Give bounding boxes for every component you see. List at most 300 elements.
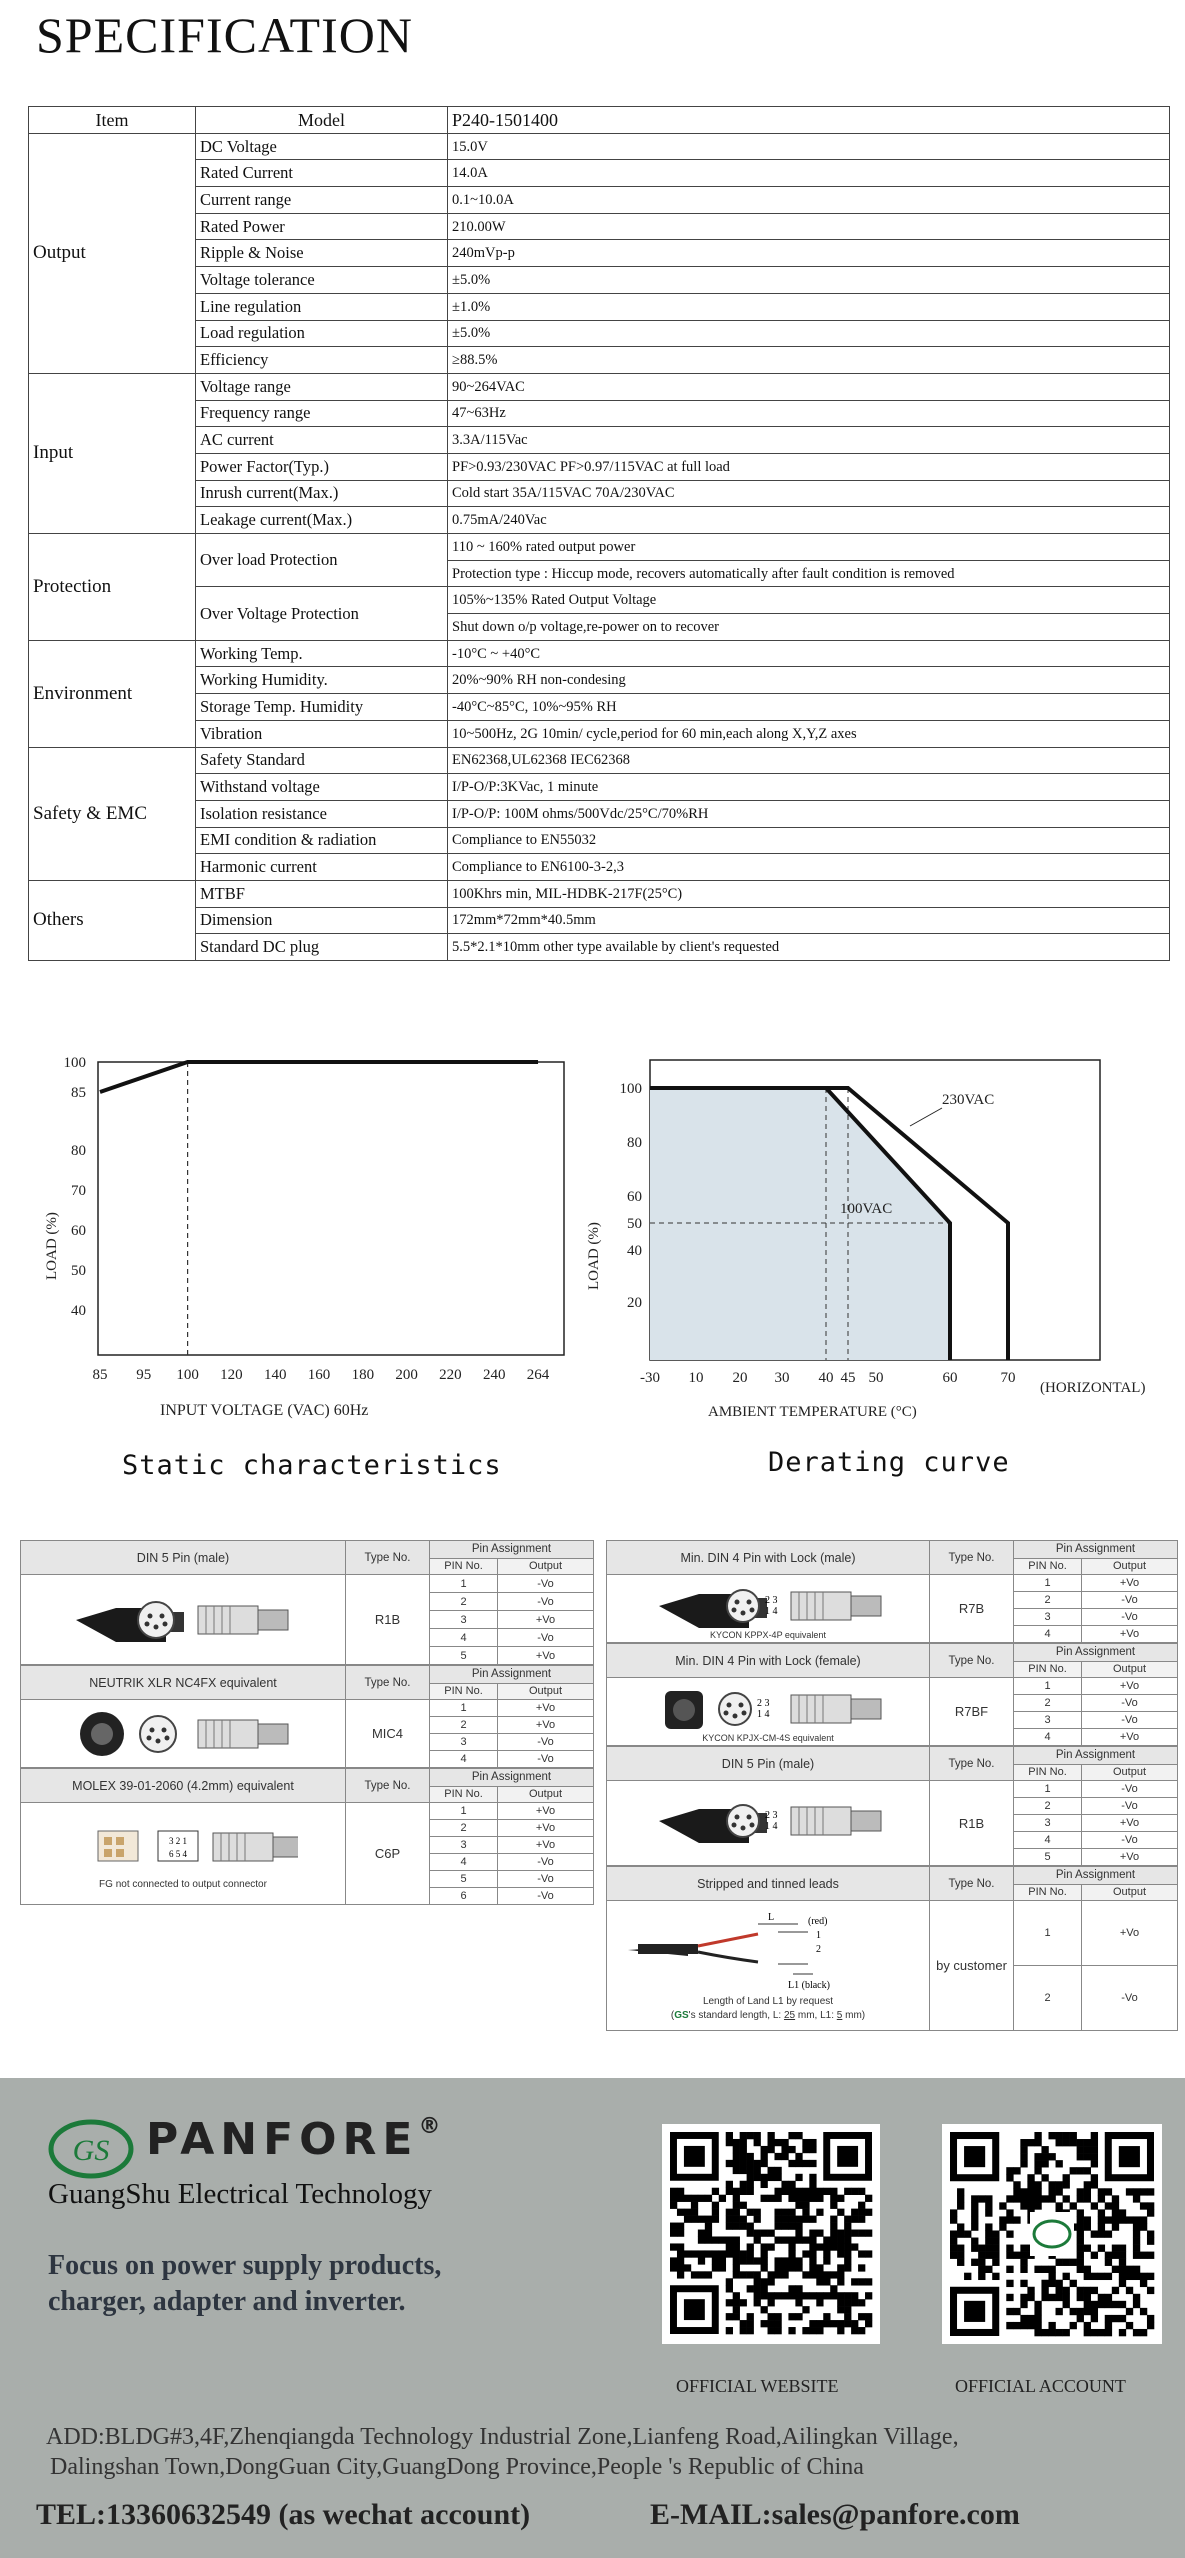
spec-row <box>29 320 1170 347</box>
y-tick-label: 40 <box>71 1303 86 1319</box>
pin-output: -Vo <box>1082 1781 1178 1798</box>
x-tick-label: 10 <box>688 1370 704 1386</box>
pin-number: 5 <box>1014 1849 1082 1866</box>
y-tick-label: 60 <box>627 1189 642 1205</box>
pin-output: +Vo <box>1082 1575 1178 1592</box>
derating-curve-chart <box>570 1050 1170 1450</box>
tagline-line-2: charger, adapter and inverter. <box>48 2286 406 2317</box>
spec-value: 10~500Hz, 2G 10min/ cycle,period for 60 min,each along X,Y,Z axes <box>448 720 1170 747</box>
svg-text:2 3: 2 3 <box>757 1697 770 1709</box>
spec-label: Standard DC plug <box>196 934 448 961</box>
spec-value: 210.00W <box>448 213 1170 240</box>
connector-image <box>607 1901 930 2031</box>
spec-label: Power Factor(Typ.) <box>196 453 448 480</box>
spec-label: EMI condition & radiation <box>196 827 448 854</box>
pin-no-header: PIN No. <box>430 1786 498 1803</box>
connector-side-icon <box>213 1833 298 1861</box>
pin-number: 3 <box>430 1837 498 1854</box>
leader-line <box>910 1108 942 1126</box>
pin-output: +Vo <box>498 1647 594 1665</box>
pin-output: -Vo <box>1082 1695 1178 1712</box>
x-tick-label: 140 <box>263 1367 287 1383</box>
spec-value: 47~63Hz <box>448 400 1170 427</box>
pin-number: 3 <box>430 1734 498 1751</box>
static-characteristics-chart <box>30 1050 570 1450</box>
spec-label: DC Voltage <box>196 133 448 160</box>
qr-website-label: OFFICIAL WEBSITE <box>676 2376 839 2396</box>
pin-layout-icon <box>158 1831 198 1861</box>
spec-label: Load regulation <box>196 320 448 347</box>
x-tick-label: 45 <box>840 1370 856 1386</box>
spec-value: 0.75mA/240Vac <box>448 507 1170 534</box>
connector-face-icon <box>138 1602 174 1638</box>
connector-image <box>21 1803 346 1905</box>
spec-label: Over Voltage Protection <box>196 587 448 640</box>
svg-text:6 5 4: 6 5 4 <box>169 1849 187 1859</box>
spec-row <box>29 880 1170 907</box>
pin-output: +Vo <box>498 1837 594 1854</box>
pin-assignment-header: Pin Assignment <box>1014 1644 1178 1662</box>
specification-table <box>28 106 1170 961</box>
pin-no-header: PIN No. <box>1014 1764 1082 1781</box>
spec-value: 14.0A <box>448 160 1170 187</box>
connector-block <box>606 1866 1178 2031</box>
y-tick-label: 80 <box>71 1143 86 1159</box>
connector-name: MOLEX 39-01-2060 (4.2mm) equivalent <box>21 1769 346 1803</box>
connector-face-icon <box>140 1716 176 1752</box>
x-tick-label: 120 <box>220 1367 243 1383</box>
pin-number: 3 <box>430 1611 498 1629</box>
pin-number: 5 <box>430 1647 498 1665</box>
y-tick-label: 80 <box>627 1135 642 1151</box>
connector-type: R1B <box>930 1781 1014 1866</box>
spec-label: MTBF <box>196 880 448 907</box>
pin-output: -Vo <box>498 1575 594 1593</box>
spec-group-name: Output <box>29 133 196 373</box>
spec-label: Rated Current <box>196 160 448 187</box>
spec-row <box>29 213 1170 240</box>
spec-row <box>29 267 1170 294</box>
spec-row <box>29 347 1170 374</box>
spec-group-name: Environment <box>29 640 196 747</box>
svg-text:3 2 1: 3 2 1 <box>169 1836 187 1846</box>
brand-name: PANFORE® <box>146 2114 441 2165</box>
pin-output: -Vo <box>498 1593 594 1611</box>
svg-text:1 4: 1 4 <box>765 1821 778 1832</box>
spec-row <box>29 694 1170 721</box>
x-tick-label: 95 <box>136 1367 152 1383</box>
spec-label: Vibration <box>196 720 448 747</box>
static-characteristics-caption: Static characteristics <box>122 1450 502 1481</box>
pin-number: 6 <box>430 1888 498 1905</box>
x-axis-label: INPUT VOLTAGE (VAC) 60Hz <box>160 1402 369 1419</box>
pin-output: -Vo <box>1082 1592 1178 1609</box>
website-qr-code <box>662 2124 880 2344</box>
spec-header-row <box>29 107 1170 134</box>
y-tick-label: 85 <box>71 1085 86 1101</box>
spec-label: Working Temp. <box>196 640 448 667</box>
pin-output: +Vo <box>498 1820 594 1837</box>
pin-output: -Vo <box>498 1751 594 1768</box>
footer-banner <box>0 2078 1185 2558</box>
pin-no-header: PIN No. <box>430 1683 498 1700</box>
spec-row <box>29 293 1170 320</box>
connector-face-icon <box>719 1693 751 1725</box>
svg-text:L1 (black): L1 (black) <box>788 1980 830 1991</box>
connector-note: KYCON KPJX-CM-4S equivalent <box>702 1732 834 1743</box>
x-tick-label: 60 <box>942 1370 958 1386</box>
output-header: Output <box>1082 1764 1178 1781</box>
spec-label: Isolation resistance <box>196 800 448 827</box>
connector-face-icon <box>727 1590 759 1622</box>
pin-output: -Vo <box>1082 1966 1178 2031</box>
output-header: Output <box>498 1558 594 1575</box>
type-no-header: Type No. <box>346 1666 430 1700</box>
pin-number: 3 <box>1014 1609 1082 1626</box>
telephone: TEL:13360632549 (as wechat account) <box>36 2498 531 2531</box>
x-tick-label: 70 <box>1000 1370 1016 1386</box>
svg-text:L: L <box>768 1912 775 1923</box>
type-no-header: Type No. <box>930 1644 1014 1678</box>
spec-row <box>29 747 1170 774</box>
x-tick-label: 160 <box>307 1367 331 1383</box>
spec-row <box>29 427 1170 454</box>
pin-output: +Vo <box>1082 1626 1178 1643</box>
pin-number: 4 <box>430 1751 498 1768</box>
connector-note: Length of Land L1 by request <box>702 1996 834 2007</box>
qr-logo-background <box>1030 2212 1074 2256</box>
pin-number: 2 <box>430 1820 498 1837</box>
spec-value: 15.0V <box>448 133 1170 160</box>
pin-number: 2 <box>430 1717 498 1734</box>
type-no-header: Type No. <box>930 1747 1014 1781</box>
spec-value: I/P-O/P: 100M ohms/500Vdc/25°C/70%RH <box>448 800 1170 827</box>
x-tick-label: 100 <box>176 1367 199 1383</box>
spec-value: -40°C~85°C, 10%~95% RH <box>448 694 1170 721</box>
spec-value: -10°C ~ +40°C <box>448 640 1170 667</box>
pin-output: -Vo <box>498 1854 594 1871</box>
spec-label: AC current <box>196 427 448 454</box>
pin-no-header: PIN No. <box>1014 1558 1082 1575</box>
pin-assignment-header: Pin Assignment <box>1014 1867 1178 1885</box>
connector-block <box>20 1768 594 1905</box>
spec-row <box>29 907 1170 934</box>
pin-number: 1 <box>1014 1575 1082 1592</box>
y-tick-label: 100 <box>619 1081 642 1097</box>
pin-number: 2 <box>1014 1592 1082 1609</box>
spec-label: Line regulation <box>196 293 448 320</box>
gs-logo-icon <box>48 2118 134 2180</box>
svg-text:GS: GS <box>72 2134 110 2167</box>
connector-block <box>606 1746 1178 1866</box>
spec-value: 105%~135% Rated Output Voltage <box>448 587 1170 614</box>
pin-no-header: PIN No. <box>430 1558 498 1575</box>
spec-label: Voltage tolerance <box>196 267 448 294</box>
pin-number: 2 <box>1014 1695 1082 1712</box>
spec-group-name: Others <box>29 880 196 960</box>
spec-label: Working Humidity. <box>196 667 448 694</box>
pin-output: +Vo <box>1082 1815 1178 1832</box>
address-line-1: ADD:BLDG#3,4F,Zhenqiangda Technology Industrial Zone,Lianfeng Road,Ailingkan Village, <box>46 2424 959 2450</box>
x-axis-label: AMBIENT TEMPERATURE (°C) <box>708 1404 917 1420</box>
connector-block <box>606 1643 1178 1746</box>
spec-label: Harmonic current <box>196 854 448 881</box>
connector-block <box>20 1540 594 1665</box>
connector-block <box>606 1540 1178 1643</box>
connector-side-icon <box>791 1592 881 1620</box>
pin-output: +Vo <box>498 1611 594 1629</box>
spec-value: 90~264VAC <box>448 373 1170 400</box>
spec-value: ≥88.5% <box>448 347 1170 374</box>
svg-text:(red): (red) <box>808 1916 828 1927</box>
connector-image <box>607 1678 930 1746</box>
x-tick-label: 85 <box>92 1367 108 1383</box>
socket-icon <box>665 1691 703 1729</box>
pin-number: 4 <box>430 1854 498 1871</box>
connector-image <box>607 1781 930 1866</box>
spec-row <box>29 133 1170 160</box>
connector-block <box>20 1665 594 1768</box>
pin-number: 1 <box>430 1700 498 1717</box>
pin-output: -Vo <box>498 1734 594 1751</box>
pin-output: -Vo <box>498 1871 594 1888</box>
spec-header-value: P240-1501400 <box>448 107 1170 134</box>
spec-label: Rated Power <box>196 213 448 240</box>
spec-row <box>29 667 1170 694</box>
connector-note: FG not connected to output connector <box>99 1879 267 1890</box>
derating-curve-caption: Derating curve <box>768 1447 1010 1478</box>
connector-name: DIN 5 Pin (male) <box>21 1541 346 1575</box>
account-qr-code <box>942 2124 1162 2344</box>
connector-name: DIN 5 Pin (male) <box>607 1747 930 1781</box>
pin-output: -Vo <box>1082 1712 1178 1729</box>
x-tick-label: 20 <box>732 1370 748 1386</box>
qr-account-label: OFFICIAL ACCOUNT <box>955 2376 1126 2396</box>
spec-value: 172mm*72mm*40.5mm <box>448 907 1170 934</box>
connector-type: C6P <box>346 1803 430 1905</box>
pin-output: +Vo <box>1082 1729 1178 1746</box>
x-tick-label: 264 <box>526 1367 550 1383</box>
spec-value: Cold start 35A/115VAC 70A/230VAC <box>448 480 1170 507</box>
spec-value: 110 ~ 160% rated output power <box>448 534 1170 561</box>
pin-number: 4 <box>1014 1626 1082 1643</box>
spec-value: I/P-O/P:3KVac, 1 minute <box>448 774 1170 801</box>
spec-label: Safety Standard <box>196 747 448 774</box>
pin-number: 1 <box>430 1803 498 1820</box>
spec-value: Compliance to EN6100-3-2,3 <box>448 854 1170 881</box>
load-line <box>100 1062 538 1092</box>
pin-output: +Vo <box>498 1717 594 1734</box>
spec-row <box>29 774 1170 801</box>
spec-value: PF>0.93/230VAC PF>0.97/115VAC at full load <box>448 453 1170 480</box>
connector-name: Min. DIN 4 Pin with Lock (female) <box>607 1644 930 1678</box>
y-tick-label: 50 <box>71 1263 86 1279</box>
pin-output: +Vo <box>498 1700 594 1717</box>
connector-name: Stripped and tinned leads <box>607 1867 930 1901</box>
pin-assignment-header: Pin Assignment <box>1014 1747 1178 1765</box>
spec-row <box>29 187 1170 214</box>
xlr-icon <box>80 1712 124 1756</box>
spec-value: 100Khrs min, MIL-HDBK-217F(25°C) <box>448 880 1170 907</box>
pin-output: -Vo <box>1082 1832 1178 1849</box>
svg-text:2 3: 2 3 <box>765 1594 778 1606</box>
spec-row <box>29 453 1170 480</box>
spec-row <box>29 160 1170 187</box>
spec-value: 20%~90% RH non-condesing <box>448 667 1170 694</box>
spec-group-name: Protection <box>29 534 196 641</box>
pin-no-header: PIN No. <box>1014 1884 1082 1901</box>
pin-output: +Vo <box>1082 1678 1178 1695</box>
spec-label: Leakage current(Max.) <box>196 507 448 534</box>
connector-type: MIC4 <box>346 1700 430 1768</box>
connector-type: R7B <box>930 1575 1014 1643</box>
pin-output: -Vo <box>498 1888 594 1905</box>
series-100vac-label: 100VAC <box>840 1201 893 1217</box>
x-tick-label: 240 <box>482 1367 506 1383</box>
spec-value: Protection type : Hiccup mode, recovers automatically after fault condition is removed <box>448 560 1170 587</box>
type-no-header: Type No. <box>346 1769 430 1803</box>
spec-header-model: Model <box>196 107 448 134</box>
spec-row <box>29 720 1170 747</box>
pin-number: 2 <box>430 1593 498 1611</box>
connector-side-icon <box>198 1606 288 1634</box>
connector-type: R1B <box>346 1575 430 1665</box>
email: E-MAIL:sales@panfore.com <box>650 2498 1020 2531</box>
spec-row <box>29 480 1170 507</box>
y-axis-label: LOAD (%) <box>44 1212 60 1280</box>
pin-output: +Vo <box>1082 1901 1178 1966</box>
spec-value: ±5.0% <box>448 267 1170 294</box>
plot-frame <box>98 1062 564 1355</box>
connector-image <box>21 1575 346 1665</box>
connector-side-icon <box>791 1695 881 1723</box>
spec-row <box>29 854 1170 881</box>
pin-output: +Vo <box>1082 1849 1178 1866</box>
y-tick-label: 60 <box>71 1223 86 1239</box>
x-tick-label: 180 <box>351 1367 375 1383</box>
spec-row <box>29 934 1170 961</box>
pin-assignment-header: Pin Assignment <box>1014 1541 1178 1559</box>
connector-side-icon <box>791 1807 881 1835</box>
spec-value: Compliance to EN55032 <box>448 827 1170 854</box>
spec-value: 5.5*2.1*10mm other type available by client's requested <box>448 934 1170 961</box>
pin-number: 1 <box>1014 1901 1082 1966</box>
pin-assignment-header: Pin Assignment <box>430 1769 594 1787</box>
pin-number: 1 <box>430 1575 498 1593</box>
spec-label: Voltage range <box>196 373 448 400</box>
connector-name: Min. DIN 4 Pin with Lock (male) <box>607 1541 930 1575</box>
pin-number: 2 <box>1014 1966 1082 2031</box>
standard-length-note: (GS's standard length, L: 25 mm, L1: 5 mm) <box>670 2010 866 2021</box>
pin-number: 3 <box>1014 1815 1082 1832</box>
molex-plug-icon <box>98 1831 138 1861</box>
spec-row <box>29 400 1170 427</box>
pin-number: 4 <box>1014 1832 1082 1849</box>
derating-area <box>650 1088 950 1360</box>
pin-number: 1 <box>1014 1678 1082 1695</box>
spec-value: EN62368,UL62368 IEC62368 <box>448 747 1170 774</box>
x-tick-label: 40 <box>818 1370 834 1386</box>
address-line-2: Dalingshan Town,DongGuan City,GuangDong Province,People 's Republic of China <box>50 2454 864 2480</box>
spec-label: Storage Temp. Humidity <box>196 694 448 721</box>
pin-number: 2 <box>1014 1798 1082 1815</box>
pin-output: -Vo <box>498 1629 594 1647</box>
pin-number: 5 <box>430 1871 498 1888</box>
svg-text:1: 1 <box>816 1930 821 1941</box>
pin-no-header: PIN No. <box>1014 1661 1082 1678</box>
spec-label: Dimension <box>196 907 448 934</box>
spec-row <box>29 240 1170 267</box>
svg-text:2 3: 2 3 <box>765 1810 778 1821</box>
y-tick-label: 70 <box>71 1183 86 1199</box>
pin-number: 4 <box>430 1629 498 1647</box>
spec-label: Withstand voltage <box>196 774 448 801</box>
spec-row <box>29 800 1170 827</box>
pin-output: -Vo <box>1082 1609 1178 1626</box>
pin-output: +Vo <box>498 1803 594 1820</box>
spec-value: Shut down o/p voltage,re-power on to recover <box>448 614 1170 641</box>
spec-row <box>29 373 1170 400</box>
connector-type: by customer <box>930 1901 1014 2031</box>
spec-row <box>29 640 1170 667</box>
svg-text:2: 2 <box>816 1944 821 1955</box>
spec-label: Frequency range <box>196 400 448 427</box>
spec-row <box>29 587 1170 614</box>
spec-label: Efficiency <box>196 347 448 374</box>
pin-assignment-header: Pin Assignment <box>430 1541 594 1559</box>
x-tick-label: 30 <box>774 1370 790 1386</box>
spec-header-item: Item <box>29 107 196 134</box>
connector-note: KYCON KPPX-4P equivalent <box>710 1629 826 1640</box>
type-no-header: Type No. <box>346 1541 430 1575</box>
x-tick-label: 200 <box>395 1367 418 1383</box>
y-tick-label: 20 <box>627 1295 642 1311</box>
pin-number: 3 <box>1014 1712 1082 1729</box>
svg-text:1 4: 1 4 <box>757 1708 770 1720</box>
output-header: Output <box>498 1683 594 1700</box>
output-header: Output <box>1082 1884 1178 1901</box>
company-name: GuangShu Electrical Technology <box>48 2178 432 2210</box>
connector-name: NEUTRIK XLR NC4FX equivalent <box>21 1666 346 1700</box>
spec-value: 3.3A/115Vac <box>448 427 1170 454</box>
x-tick-label: 220 <box>439 1367 462 1383</box>
spec-value: 240mVp-p <box>448 240 1170 267</box>
connector-image <box>607 1575 930 1643</box>
y-tick-label: 50 <box>627 1216 642 1232</box>
connector-type: R7BF <box>930 1678 1014 1746</box>
x-axis-extra-label: (HORIZONTAL) <box>1040 1380 1146 1396</box>
x-tick-label: 50 <box>868 1370 884 1386</box>
y-tick-label: 40 <box>627 1243 642 1259</box>
pin-number: 1 <box>1014 1781 1082 1798</box>
type-no-header: Type No. <box>930 1867 1014 1901</box>
spec-label: Current range <box>196 187 448 214</box>
pin-number: 4 <box>1014 1729 1082 1746</box>
spec-group-name: Input <box>29 373 196 533</box>
spec-label: Ripple & Noise <box>196 240 448 267</box>
series-230vac-label: 230VAC <box>942 1092 995 1108</box>
cable-icon <box>628 1934 758 1962</box>
connector-side-icon <box>198 1720 288 1748</box>
type-no-header: Type No. <box>930 1541 1014 1575</box>
page-title: SPECIFICATION <box>36 7 413 63</box>
connector-table-right <box>606 1540 1178 2031</box>
spec-row <box>29 534 1170 561</box>
spec-value: ±1.0% <box>448 293 1170 320</box>
y-tick-label: 100 <box>63 1055 86 1071</box>
spec-value: 0.1~10.0A <box>448 187 1170 214</box>
output-header: Output <box>1082 1661 1178 1678</box>
